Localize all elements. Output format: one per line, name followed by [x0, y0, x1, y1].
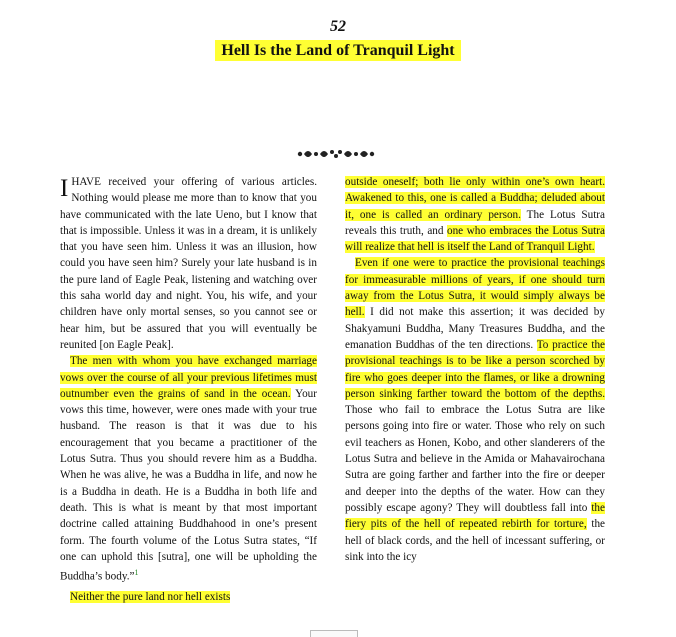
paragraph-text: I did not make this assertion; it was decided by Shakyamuni Buddha, Many Treasures Buddha, and the emanation Buddhas of the ten directions.: [345, 306, 605, 351]
paragraph: [60, 174, 317, 353]
highlighted-text: To practice the provisional teachings is to be like a person scorched by fire who goes deeper into the flames, or like a drowning person sinking farther toward the bottom of the depths.: [345, 338, 606, 400]
page-title: [0, 42, 676, 60]
highlighted-text: outside oneself; both lie only within one’s own heart. Awakened to this, one is called a Buddha; deluded about it, one is called an ordinary person.: [345, 176, 605, 221]
left-column: [60, 174, 317, 605]
highlighted-text: the fiery pits of the hell of repeated rebirth for torture,: [345, 501, 605, 531]
paragraph-text: the hell of black cords, and the hell of incessant suffering, or sink into the icy: [345, 518, 605, 563]
page-title-text: Hell Is the Land of Tranquil Light: [215, 40, 460, 61]
paragraph-text: Your vows this time, however, were ones made with your true husband. The reason is that it was due to his encouragement that you became a practitioner of the Lotus Sutra. Thus you should revere him as a Buddha. When he was alive, he was a Buddha in life, and now he is a Buddha in death. He is a Buddha in both life and death. This is what is meant by that most important doctrine called attaining Buddhahood in one’s present form. The fourth volume of the Lotus Sutra states, “If one can uphold this [sutra], one will be upholding the Buddha’s body.”: [60, 387, 317, 583]
right-column: [345, 174, 605, 565]
paragraph: [60, 589, 317, 605]
paragraph-text: HAVE received your offering of various articles. Nothing would please me more than to know that you have communicated with the late Ueno, but I know that that is impossible. Unless it was in a dream, it is unlikely that you have seen him. Unless it was an illusion, how could you have seen him? Surely your late husband is in the pure land of Eagle Peak, listening and watching over this saha world day and night. You, his wife, and your children have only mortal senses, so you cannot see or hear him, but be assured that you will eventually be reunited [on Eagle Peak].: [60, 176, 317, 351]
page-number: 52: [330, 18, 346, 35]
paragraph-text: Those who fail to embrace the Lotus Sutra are like persons going into fire or water. Those who rely on such evil teachers as Honen, Kobo, and other slanderers of the Lotus Sutra and believe in the Amida or Mahavairochana Sutra are going farther and farther into the fire or deeper and deeper into the depths of the water. How can they possibly escape agony? They will doubtless fall into: [345, 404, 605, 514]
floral-divider-icon: [296, 148, 376, 160]
drop-cap: I: [60, 175, 69, 202]
highlighted-text: The men with whom you have exchanged marriage vows over the course of all your previous lifetimes must outnumber even the grains of sand in the ocean.: [60, 355, 317, 400]
highlighted-text: Neither the pure land nor hell exists: [70, 591, 231, 604]
highlighted-text: one who embraces the Lotus Sutra will realize that hell is itself the Land of Tranquil Light.: [345, 224, 605, 254]
highlighted-text: Even if one were to practice the provisional teachings for immeasurable millions of years, if one should turn away from the Lotus Sutra, it would simply always be hell.: [345, 257, 605, 319]
paragraph: [345, 174, 605, 255]
bottom-toolbar: [0, 630, 676, 636]
paragraph: [60, 353, 317, 585]
paragraph-text: The Lotus Sutra reveals this truth, and: [345, 208, 606, 237]
paragraph: [345, 255, 605, 565]
footnote-link[interactable]: 1: [134, 568, 139, 578]
